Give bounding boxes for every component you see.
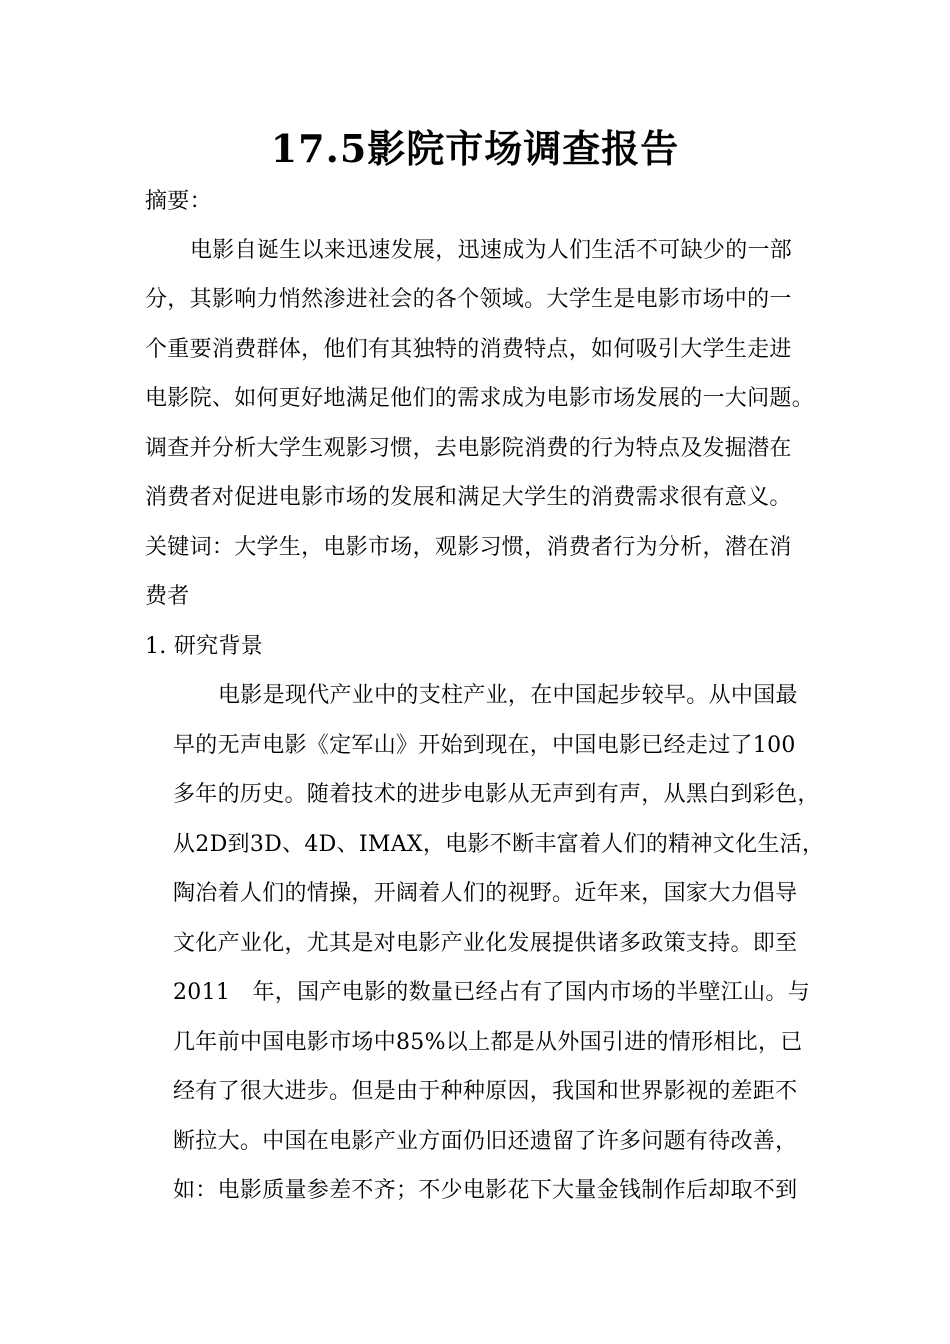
section-line: 经有了很大进步。但是由于种种原因，我国和世界影视的差距不 — [173, 1079, 798, 1104]
section-line: 电影是现代产业中的支柱产业，在中国起步较早。从中国最 — [218, 683, 798, 708]
section-line: 从2D到3D、4D、IMAX，电影不断丰富着人们的精神文化生活， — [173, 832, 825, 857]
abstract-heading: 摘要： — [145, 189, 212, 214]
abstract-line: 个重要消费群体，他们有其独特的消费特点，如何吸引大学生走进 — [145, 337, 792, 362]
abstract-line: 调查并分析大学生观影习惯，去电影院消费的行为特点及发掘潜在 — [145, 436, 792, 461]
section-line: 如：电影质量参差不齐；不少电影花下大量金钱制作后却取不到 — [173, 1178, 798, 1203]
section-line: 几年前中国电影市场中85%以上都是从外国引进的情形相比，已 — [173, 1030, 803, 1055]
section-line: 陶冶着人们的情操，开阔着人们的视野。近年来，国家大力倡导 — [173, 881, 798, 906]
section-line: 多年的历史。随着技术的进步电影从无声到有声，从黑白到彩色， — [173, 782, 820, 807]
abstract-line: 电影院、如何更好地满足他们的需求成为电影市场发展的一大问题。 — [145, 386, 815, 411]
abstract-line: 分，其影响力悄然渗进社会的各个领域。大学生是电影市场中的一 — [145, 287, 792, 312]
section-line: 文化产业化，尤其是对电影产业化发展提供诸多政策支持。即至 — [173, 931, 798, 956]
section-heading: 1. 研究背景 — [145, 634, 264, 659]
section-line: 断拉大。中国在电影产业方面仍旧还遗留了许多问题有待改善， — [173, 1129, 798, 1154]
document-title: 17.5影院市场调查报告 — [270, 126, 680, 171]
keywords-line: 费者 — [145, 584, 190, 609]
abstract-line: 电影自诞生以来迅速发展，迅速成为人们生活不可缺少的一部 — [190, 238, 793, 263]
section-line: 2011 年，国产电影的数量已经占有了国内市场的半壁江山。与 — [173, 980, 810, 1005]
abstract-line: 消费者对促进电影市场的发展和满足大学生的消费需求很有意义。 — [145, 485, 792, 510]
section-line: 早的无声电影《定军山》开始到现在，中国电影已经走过了100 — [173, 733, 796, 758]
keywords-line: 关键词：大学生，电影市场，观影习惯，消费者行为分析，潜在消 — [145, 535, 792, 560]
